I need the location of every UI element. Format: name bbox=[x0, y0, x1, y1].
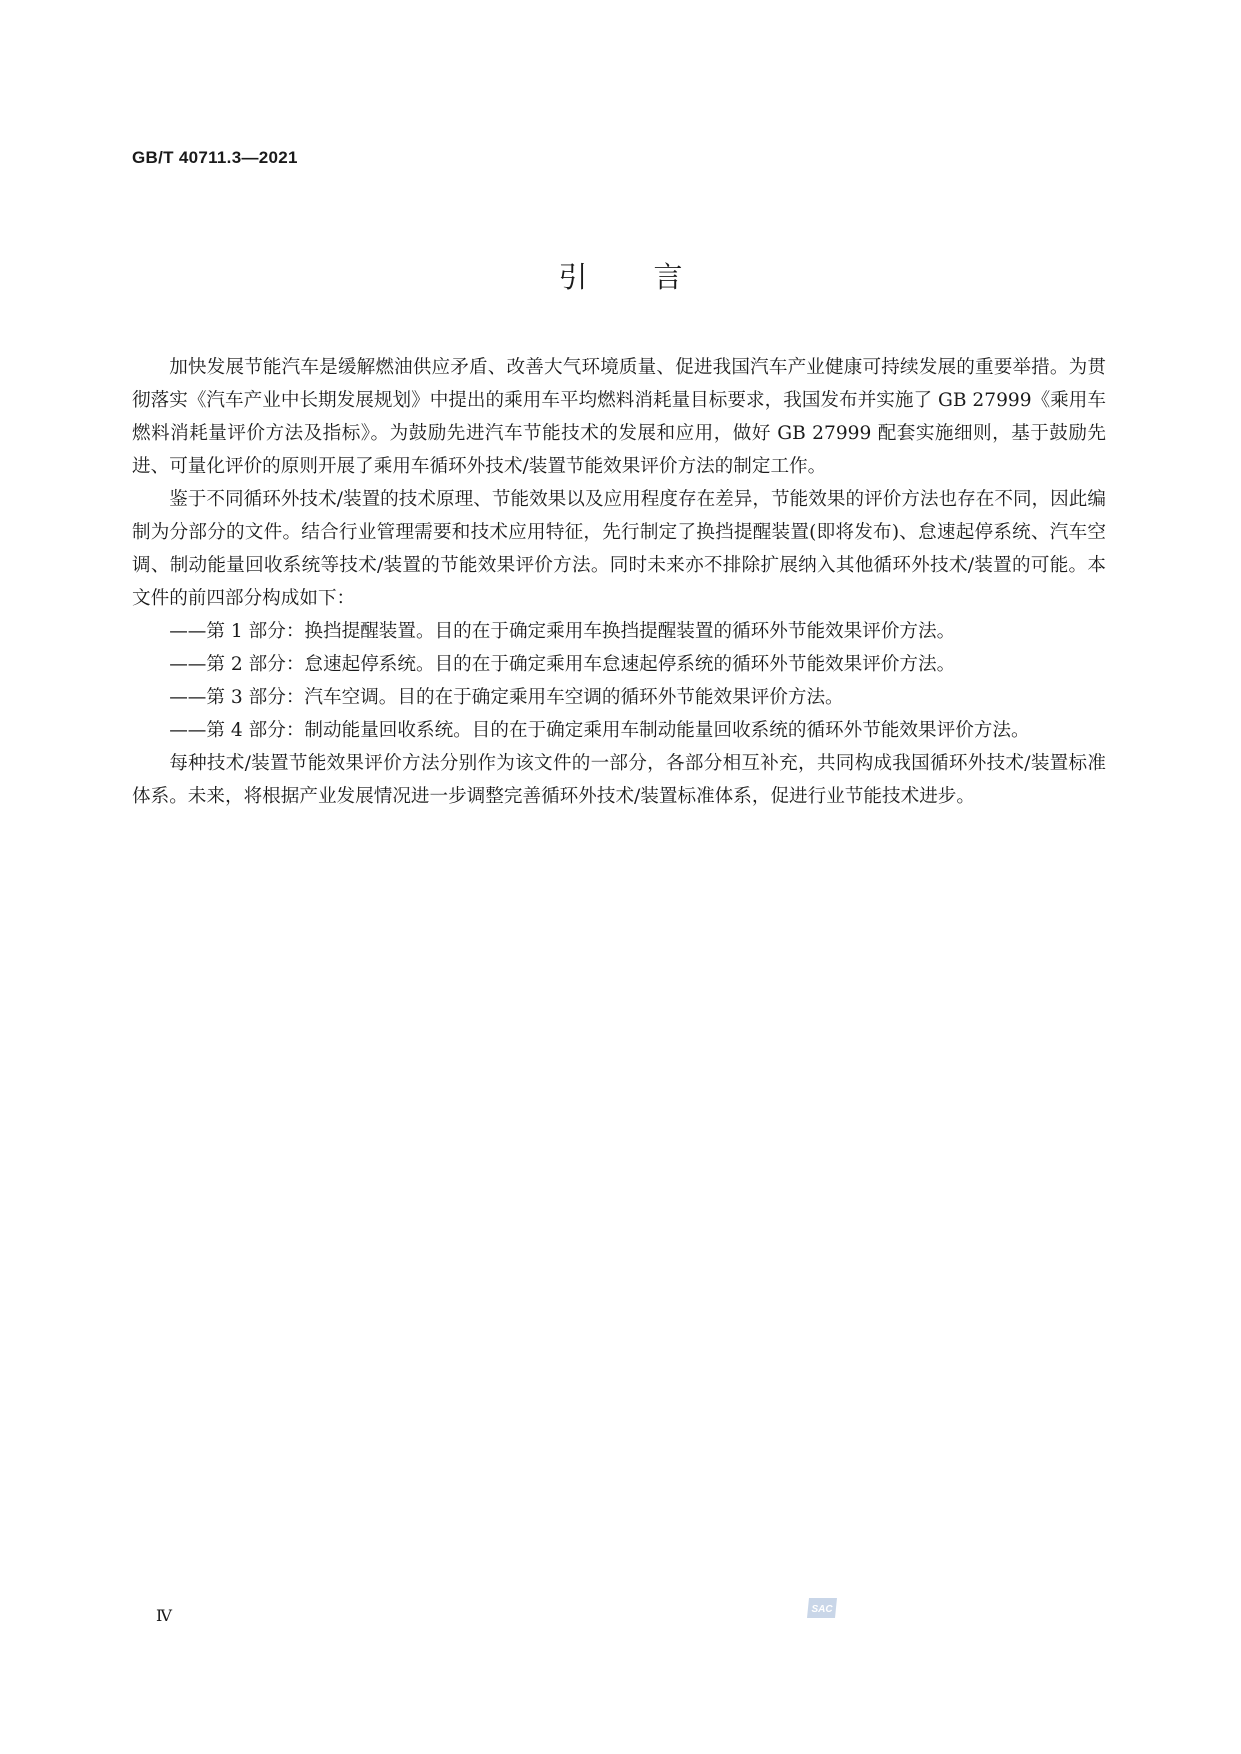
paragraph-parts-overview: 鉴于不同循环外技术/装置的技术原理、节能效果以及应用程度存在差异，节能效果的评价方法也存在不同，因此编制为分部分的文件。结合行业管理需要和技术应用特征，先行制定了换挡提醒装置(即将发布)、怠速起停系统、汽车空调、制动能量回收系统等技术/装置的节能效果评价方法。同时未来亦不排除扩展纳入其他循环外技术/装置的可能。本文件的前四部分构成如下： bbox=[132, 489, 1106, 609]
list-item-part-3: ——第 3 部分：汽车空调。目的在于确定乘用车空调的循环外节能效果评价方法。 bbox=[169, 687, 844, 708]
list-item-part-2: ——第 2 部分：怠速起停系统。目的在于确定乘用车怠速起停系统的循环外节能效果评价方法。 bbox=[169, 654, 956, 675]
paragraph-intro: 加快发展节能汽车是缓解燃油供应矛盾、改善大气环境质量、促进我国汽车产业健康可持续发展的重要举措。为贯彻落实《汽车产业中长期发展规划》中提出的乘用车平均燃料消耗量目标要求，我国发布并实施了 GB 27999《乘用车燃料消耗量评价方法及指标》。为鼓励先进汽车节能技术的发展和应用，做好 GB 27999 配套实施细则，基于鼓励先进、可量化评价的原则开展了乘用车循环外技术/装置节能效果评价方法的制定工作。 bbox=[132, 357, 1106, 477]
list-item-part-1: ——第 1 部分：换挡提醒装置。目的在于确定乘用车换挡提醒装置的循环外节能效果评价方法。 bbox=[169, 621, 956, 642]
paragraph-conclusion: 每种技术/装置节能效果评价方法分别作为该文件的一部分，各部分相互补充，共同构成我国循环外技术/装置标准体系。未来，将根据产业发展情况进一步调整完善循环外技术/装置标准体系，促进行业节能技术进步。 bbox=[132, 753, 1106, 807]
list-item-part-4: ——第 4 部分：制动能量回收系统。目的在于确定乘用车制动能量回收系统的循环外节能效果评价方法。 bbox=[169, 720, 1030, 741]
page-number: Ⅳ bbox=[156, 1606, 172, 1625]
sac-logo-icon bbox=[805, 1595, 841, 1621]
document-body bbox=[132, 351, 1106, 813]
page-title: 引言 bbox=[558, 260, 749, 294]
svg-text:SAC: SAC bbox=[811, 1604, 833, 1615]
standard-code: GB/T 40711.3—2021 bbox=[132, 148, 298, 167]
